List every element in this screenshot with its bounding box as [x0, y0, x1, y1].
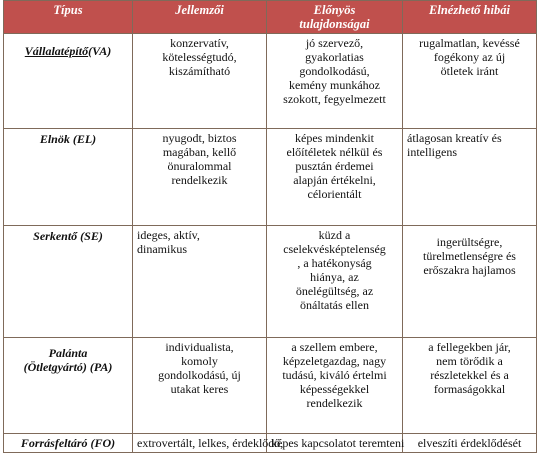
cons-line: erőszakra hajlamos: [423, 263, 516, 277]
role-name-main: Vállalatépítő: [24, 44, 89, 58]
pros-line: célorientált: [307, 187, 362, 201]
pros-line: képességekkel: [299, 382, 370, 396]
table-row: [4, 226, 537, 338]
pros-line: gyakorlatias: [305, 50, 364, 64]
traits-line: ideges, aktív,: [137, 228, 200, 242]
traits-line: nyugodt, biztos: [162, 131, 237, 145]
role-name-code: (SE): [77, 229, 103, 243]
role-traits: [133, 434, 284, 453]
role-name-main: Forrásfeltáró (FO): [20, 436, 116, 450]
header-pros-line1: Előnyös: [313, 3, 356, 17]
pros-line: pusztán érdemei: [295, 159, 374, 173]
pros-line: a szellem embere,: [291, 340, 378, 354]
role-name-main: Serkentő: [33, 229, 78, 243]
role-traits: [133, 34, 267, 129]
traits-line: dinamikus: [137, 242, 187, 256]
traits-line: kötelességtudó,: [162, 50, 237, 64]
cons-line: részletekkel és a: [430, 368, 509, 382]
traits-line: konzervatív,: [170, 36, 229, 50]
cons-line: fogékony az új: [433, 50, 506, 64]
pros-line: önelégültség, az: [295, 284, 374, 298]
pros-line: küzd a: [318, 228, 351, 242]
table-row: [4, 434, 537, 453]
pros-line: hiánya, az: [310, 270, 359, 284]
role-pros: [267, 338, 403, 434]
role-name-code: (Ötletgyártó) (PA): [23, 360, 113, 374]
pros-line: képzeletgazdag, nagy: [282, 354, 387, 368]
pros-line: alapján értékelni,: [293, 173, 376, 187]
cons-line: elveszíti érdeklődését: [417, 436, 522, 450]
pros-line: gondolkodású,: [299, 64, 370, 78]
role-name: [4, 226, 133, 338]
role-name-code: (EL): [69, 132, 97, 146]
traits-line: önuralommal: [167, 159, 232, 173]
role-pros: [267, 129, 403, 226]
traits-line: utakat keres: [170, 382, 229, 396]
header-cons: Elnézhető hibái: [403, 1, 537, 34]
cons-line: ötletek iránt: [440, 64, 499, 78]
role-name: [4, 129, 133, 226]
team-roles-table: [3, 0, 537, 453]
header-traits: Jellemzői: [133, 1, 267, 34]
cons-line: intelligens: [407, 145, 457, 159]
role-name-main: Elnök: [39, 132, 70, 146]
role-cons: [403, 129, 537, 226]
pros-line: szokott, fegyelmezett: [283, 92, 386, 106]
table-row: [4, 338, 537, 434]
pros-line: képes mindenkit: [295, 131, 374, 145]
pros-line: rendelkezik: [306, 396, 363, 410]
header-row: [4, 1, 537, 34]
pros-line: képes kapcsolatot teremteni: [271, 436, 405, 450]
role-name: [4, 434, 133, 453]
cons-line: nem törődik a: [436, 354, 503, 368]
role-traits: [133, 338, 267, 434]
pros-line: cselekvésképtelenség: [283, 242, 386, 256]
pros-line: , a hatékonyság: [297, 256, 372, 270]
traits-line: komoly: [181, 354, 218, 368]
table-row: [4, 129, 537, 226]
cons-line: türelmetlenségre és: [423, 249, 516, 263]
role-name: [4, 34, 133, 129]
role-cons: [403, 338, 537, 434]
role-traits: [133, 129, 267, 226]
pros-line: előítéletek nélkül és: [286, 145, 383, 159]
cons-line: formaságokkal: [433, 382, 506, 396]
pros-line: tudású, kiváló értelmi: [282, 368, 387, 382]
cons-line: átlagosan kreatív és: [407, 131, 502, 145]
role-pros: [267, 226, 403, 338]
header-pros: [267, 1, 403, 34]
header-type: Típus: [4, 1, 133, 34]
role-name-main: Palánta: [48, 346, 88, 360]
role-name-code: (VA): [88, 44, 112, 58]
role-cons: [403, 226, 537, 338]
traits-line: gondolkodású, új: [158, 368, 241, 382]
traits-line: extrovertált, lelkes, érdeklődő,: [137, 436, 284, 450]
traits-line: kiszámítható: [168, 64, 231, 78]
cons-line: a fellegekben jár,: [428, 340, 511, 354]
cons-line: ingerültségre,: [436, 235, 503, 249]
traits-line: rendelkezik: [171, 173, 228, 187]
header-pros-line2: tulajdonságai: [299, 17, 370, 31]
role-cons: [403, 34, 537, 129]
pros-line: önáltatás ellen: [300, 298, 369, 312]
cons-line: rugalmatlan, kevéssé: [419, 36, 520, 50]
pros-line: kemény munkához: [289, 78, 380, 92]
role-name: [4, 338, 133, 434]
role-traits: [133, 226, 267, 338]
role-cons: [403, 434, 537, 453]
traits-line: individualista,: [165, 340, 234, 354]
traits-line: magában, kellő: [162, 145, 237, 159]
table-row: [4, 34, 537, 129]
role-pros: [267, 434, 403, 453]
role-pros: [267, 34, 403, 129]
pros-line: jó szervező,: [305, 36, 364, 50]
